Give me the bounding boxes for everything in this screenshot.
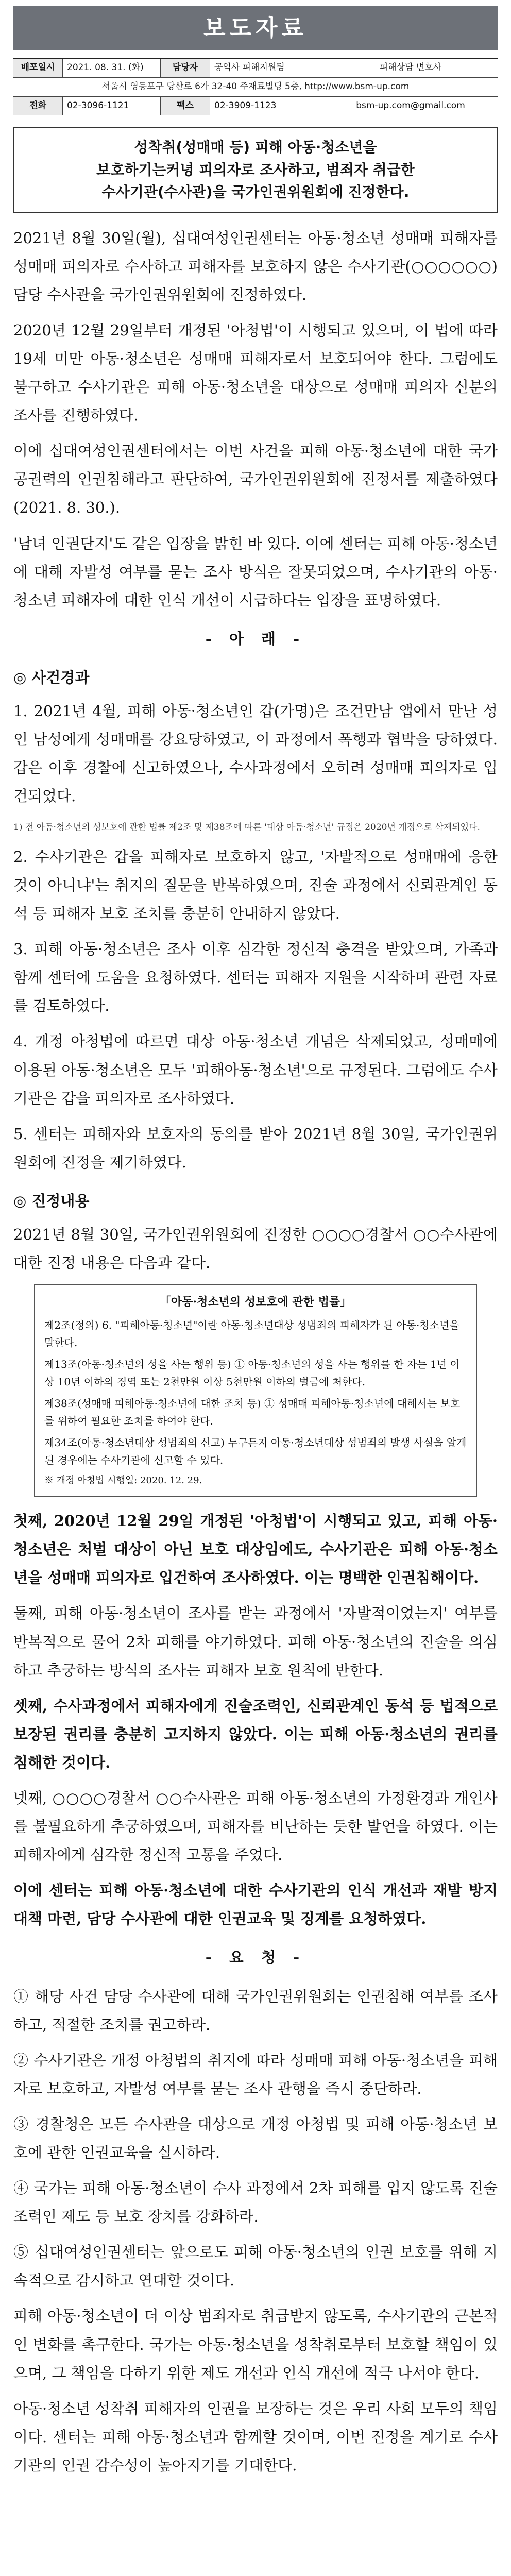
lead-paragraph: '남녀 인권단지'도 같은 입장을 밝힌 바 있다. 이에 센터는 피해 아동·청소년에 대해 자발성 여부를 묻는 조사 방식은 잘못되었으며, 수사기관의 아동·청소년 피해자에 대한 인식 개선이 시급하다는 입장을 표명하였다. [13, 534, 498, 609]
law-guide-row: 제38조(성매매 피해아동·청소년에 대한 조치 등) ① 성매매 피해아동·청소년에 대해서는 보호를 위하여 필요한 조치를 하여야 한다. [44, 1397, 461, 1427]
lead-paragraph: 이에 십대여성인권센터에서는 이번 사건을 피해 아동·청소년에 대한 국가 공권력의 인권침해라고 판단하여, 국가인권위원회에 진정서를 제출하였다(2021. 8. 30.). [13, 442, 498, 517]
law-guide-row: 제2조(정의) 6. "피해아동·청소년"이란 아동·청소년대상 성범죄의 피해자가 된 아동·청소년을 말한다. [44, 1318, 459, 1349]
divider-mark: - 아 래 - [205, 630, 306, 648]
meta-row-2 [13, 78, 498, 97]
request-item: ④ 국가는 피해 아동·청소년이 수사 과정에서 2차 피해를 입지 않도록 진술조력인 제도 등 보호 장치를 강화하라. [13, 2179, 498, 2226]
meta-row-3 [13, 97, 498, 116]
request-item: ① 해당 사건 담당 수사관에 대해 국가인권위원회는 인권침해 여부를 조사하고, 적절한 조치를 권고하라. [13, 1987, 498, 2033]
section-title: ◎ 진정내용 [13, 1192, 90, 1210]
footnote: 1) 전 아동·청소년의 성보호에 관한 법률 제2조 및 제38조에 따른 '대상 아동·청소년' 규정은 2020년 개정으로 삭제되었다. [13, 818, 498, 835]
headline-box [13, 127, 498, 212]
tel-label: 전화 [13, 97, 63, 115]
meta-row-1 [13, 59, 498, 78]
date-label: 배포일시 [13, 59, 63, 77]
email: bsm-up.com@gmail.com [356, 100, 465, 111]
law-guide-row: 제13조(아동·청소년의 성을 사는 행위 등) ① 아동·청소년의 성을 사는 행위를 한 자는 1년 이상 10년 이하의 징역 또는 2천만원 이상 5천만원 이하의 벌금에 처한다. [44, 1358, 460, 1388]
request-item: ② 수사기관은 개정 아청법의 취지에 따라 성매매 피해 아동·청소년을 피해자로 보호하고, 자발성 여부를 묻는 조사 관행을 즉시 중단하라. [13, 2051, 498, 2097]
headline-text: 성착취(성매매 등) 피해 아동·청소년을 보호하기는커녕 피의자로 조사하고, 범죄자 취급한 수사기관(수사관)을 국가인권위원회에 진정한다. [96, 139, 415, 201]
title-bar [13, 6, 498, 50]
page-title: 보도자료 [203, 15, 308, 42]
address: 서울시 영등포구 당산로 6가 32-40 주재료빌딩 5층, http://www.bsm-up.com [101, 81, 410, 92]
section-paragraph: 셋째, 수사과정에서 피해자에게 진술조력인, 신뢰관계인 동석 등 법적으로 보장된 권리를 충분히 고지하지 않았다. 이는 피해 아동·청소년의 권리를 침해한 것이다. [13, 1697, 498, 1771]
date-value: 2021. 08. 31. (화) [63, 59, 161, 77]
law-guide-foot: ※ 개정 아청법 시행일: 2020. 12. 29. [44, 1475, 202, 1486]
section-paragraph: 4. 개정 아청법에 따르면 대상 아동·청소년 개념은 삭제되었고, 성매매에 이용된 아동·청소년은 모두 '피해아동·청소년'으로 규정된다. 그럼에도 수사기관은 갑을 피의자로 조사하였다. [13, 1032, 498, 1107]
section-paragraph: 이에 센터는 피해 아동·청소년에 대한 수사기관의 인식 개선과 재발 방지 대책 마련, 담당 수사관에 대한 인권교육 및 징계를 요청하였다. [13, 1882, 498, 1928]
section-paragraph: 넷째, ○○○○경찰서 ○○수사관은 피해 아동·청소년의 가정환경과 개인사를 불필요하게 추궁하였으며, 피해자를 비난하는 듯한 발언을 하였다. 이는 피해자에게 심각한 정신적 고통을 주었다. [13, 1789, 498, 1864]
meta-table [13, 58, 498, 115]
lead-paragraph: 2020년 12월 29일부터 개정된 '아청법'이 시행되고 있으며, 이 법에 따라 19세 미만 아동·청소년은 성매매 피해자로서 보호되어야 한다. 그럼에도 불구하고 수사기관은 피해 아동·청소년을 대상으로 성매매 피의자 신분의 조사를 진행하였다. [13, 321, 498, 425]
section-paragraph: 2. 수사기관은 갑을 피해자로 보호하지 않고, '자발적으로 성매매에 응한 것이 아니냐'는 취지의 질문을 반복하였으며, 진술 과정에서 신뢰관계인 동석 등 피해자 보호 조치를 충분히 안내하지 않았다. [13, 848, 498, 923]
law-guide-box [34, 1284, 477, 1497]
section-title: ◎ 사건경과 [13, 668, 90, 686]
lead-section [13, 224, 498, 615]
law-guide-row: 제34조(아동·청소년대상 성범죄의 신고) 누구든지 아동·청소년대상 성범죄의 발생 사실을 알게 된 경우에는 수사기관에 신고할 수 있다. [44, 1436, 467, 1466]
dept-label: 담당자 [161, 59, 210, 77]
contact-value: 피해상담 변호사 [379, 62, 442, 73]
request-item: ⑤ 십대여성인권센터는 앞으로도 피해 아동·청소년의 인권 보호를 위해 지속적으로 감시하고 연대할 것이다. [13, 2243, 498, 2290]
tel-value: 02-3096-1121 [63, 97, 161, 115]
request-item: ③ 경찰청은 모든 수사관을 대상으로 개정 아청법 및 피해 아동·청소년 보호에 관한 인권교육을 실시하라. [13, 2115, 498, 2162]
dept-value: 공익사 피해지원팀 [210, 59, 323, 77]
divider-mark: - 요 청 - [205, 1948, 306, 1967]
closing-paragraph: 아동·청소년 성착취 피해자의 인권을 보장하는 것은 우리 사회 모두의 책임이다. 센터는 피해 아동·청소년과 함께할 것이며, 이번 진정을 계기로 수사기관의 인권 감수성이 높아지기를 기대한다. [13, 2399, 498, 2474]
section-paragraph: 5. 센터는 피해자와 보호자의 동의를 받아 2021년 8월 30일, 국가인권위원회에 진정을 제기하였다. [13, 1125, 498, 1171]
closing-paragraph: 피해 아동·청소년이 더 이상 범죄자로 취급받지 않도록, 수사기관의 근본적인 변화를 촉구한다. 국가는 아동·청소년을 성착취로부터 보호할 책임이 있으며, 그 책임을 다하기 위한 제도 개선과 인식 개선에 적극 나서야 한다. [13, 2307, 498, 2382]
section-paragraph: 2021년 8월 30일, 국가인권위원회에 진정한 ○○○○경찰서 ○○수사관에 대한 진정 내용은 다음과 같다. [13, 1225, 498, 1272]
section-paragraph: 1. 2021년 4월, 피해 아동·청소년인 갑(가명)은 조건만남 앱에서 만난 성인 남성에게 성매매를 강요당하였고, 이 과정에서 폭행과 협박을 당하였다. 갑은 이후 경찰에 신고하였으나, 수사과정에서 오히려 성매매 피의자로 입건되었다. [13, 702, 498, 805]
fax-value: 02-3909-1123 [210, 97, 323, 115]
law-guide-title: 「아동·청소년의 성보호에 관한 법률」 [159, 1295, 352, 1309]
fax-label: 팩스 [161, 97, 210, 115]
section-paragraph: 둘째, 피해 아동·청소년이 조사를 받는 과정에서 '자발적이었는지' 여부를 반복적으로 물어 2차 피해를 야기하였다. 피해 아동·청소년의 진술을 의심하고 추궁하는 방식의 조사는 피해자 보호 원칙에 반한다. [13, 1604, 498, 1679]
section-paragraph: 첫째, 2020년 12월 29일 개정된 '아청법'이 시행되고 있고, 피해 아동·청소년은 처벌 대상이 아닌 보호 대상임에도, 수사기관은 피해 아동·청소년을 성매매 피의자로 입건하여 조사하였다. 이는 명백한 인권침해이다. [13, 1512, 498, 1587]
section-paragraph: 3. 피해 아동·청소년은 조사 이후 심각한 정신적 충격을 받았으며, 가족과 함께 센터에 도움을 요청하였다. 센터는 피해자 지원을 시작하며 관련 자료를 검토하였다. [13, 940, 498, 1015]
lead-paragraph: 2021년 8월 30일(월), 십대여성인권센터는 아동·청소년 성매매 피해자를 성매매 피의자로 수사하고 피해자를 보호하지 않은 수사기관(○○○○○○) 담당 수사관을 국가인권위원회에 진정하였다. [13, 229, 498, 303]
